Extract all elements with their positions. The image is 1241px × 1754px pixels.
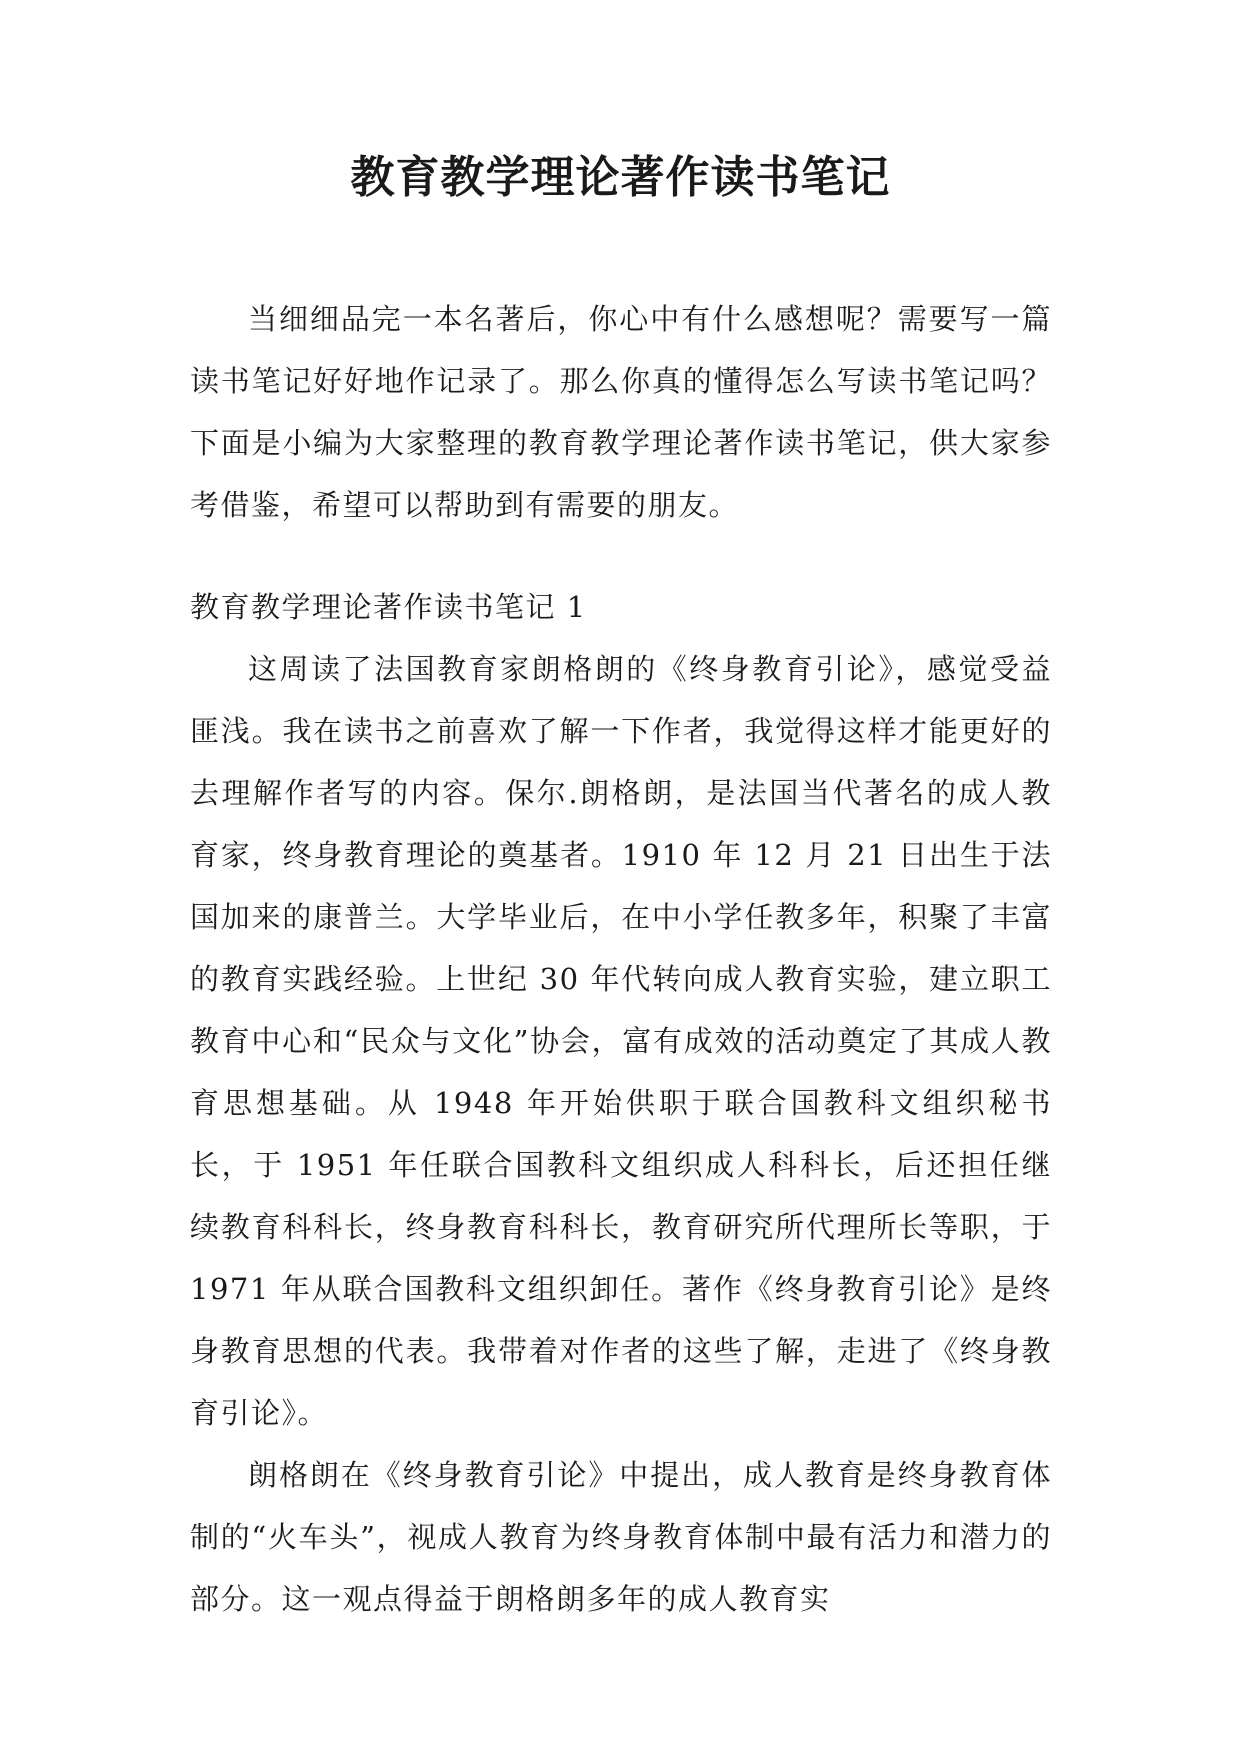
document-title: 教育教学理论著作读书笔记 — [350, 152, 891, 203]
body-paragraph-1: 这周读了法国教育家朗格朗的《终身教育引论》，感觉受益匪浅。我在读书之前喜欢了解一下作者，我觉得这样才能更好的去理解作者写的内容。保尔.朗格朗，是法国当代著名的成人教育家，终身教育理论的奠基者。1910 年 12 月 21 日出生于法国加来的康普兰。大学毕业后，在中小学任教多年，积聚了丰富的教育实践经验。上世纪 30 年代转向成人教育实验，建立职工教育中心和“民众与文化”协会，富有成效的活动奠定了其成人教育思想基础。从 1948 年开始供职于联合国教科文组织秘书长，于 1951 年任联合国教科文组织成人科科长，后还担任继续教育科科长，终身教育科科长，教育研究所代理所长等职，于 1971 年从联合国教科文组织卸任。著作《终身教育引论》是终身教育思想的代表。我带着对作者的这些了解，走进了《终身教育引论》。 — [190, 652, 1052, 1430]
intro-paragraph: 当细细品完一本名著后，你心中有什么感想呢？需要写一篇读书笔记好好地作记录了。那么你真的懂得怎么写读书笔记吗？下面是小编为大家整理的教育教学理论著作读书笔记，供大家参考借鉴，希望可以帮助到有需要的朋友。 — [190, 302, 1052, 522]
document-body — [190, 288, 1052, 1630]
section-heading: 教育教学理论著作读书笔记 1 — [190, 590, 587, 624]
body-paragraph-2: 朗格朗在《终身教育引论》中提出，成人教育是终身教育体制的“火车头”，视成人教育为终身教育体制中最有活力和潜力的部分。这一观点得益于朗格朗多年的成人教育实 — [190, 1458, 1052, 1616]
